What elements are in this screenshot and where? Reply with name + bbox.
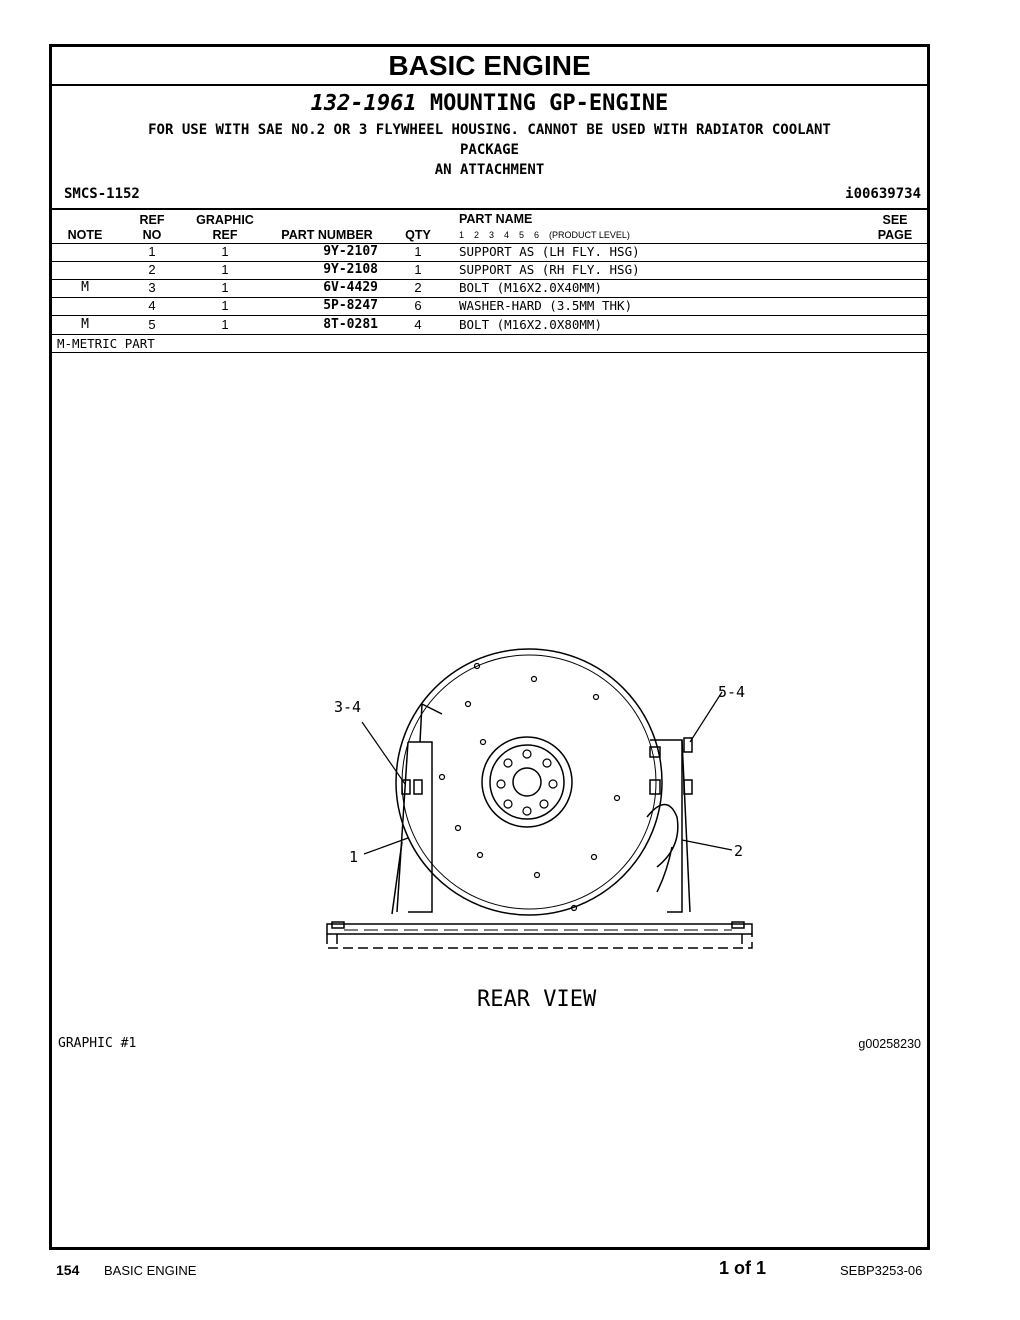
table-row: [52, 279, 927, 297]
page-frame: [49, 44, 930, 1250]
header-ref-top: REF: [139, 213, 165, 227]
cell-note: M: [81, 317, 89, 332]
cell-qty: 4: [414, 317, 422, 332]
cell-part-name: WASHER-HARD (3.5MM THK): [459, 298, 633, 313]
group-description-line-3: AN ATTACHMENT: [434, 162, 545, 178]
cell-graphic-ref: 1: [221, 280, 229, 295]
cell-part-name: SUPPORT AS (LH FLY. HSG): [459, 244, 640, 259]
cell-part-number: 6V-4429: [323, 280, 378, 295]
cell-ref: 4: [148, 298, 156, 313]
graphic-label: GRAPHIC #1: [58, 1036, 137, 1051]
cell-graphic-ref: 1: [221, 298, 229, 313]
cell-part-number: 9Y-2107: [323, 244, 378, 259]
header-part-number: PART NUMBER: [281, 228, 373, 242]
rear-view-drawing: [272, 632, 772, 1022]
drawing-caption: REAR VIEW: [477, 987, 597, 1012]
graphic-id: g00258230: [858, 1037, 921, 1051]
smcs-code: SMCS-1152: [64, 186, 140, 202]
header-part-name: PART NAME: [459, 212, 533, 226]
flywheel-housing: [396, 649, 662, 915]
header-product-levels: 1 2 3 4 5 6 (PRODUCT LEVEL): [459, 230, 630, 240]
cell-ref: 1: [148, 244, 156, 259]
group-name: MOUNTING GP-ENGINE: [429, 91, 669, 116]
cell-part-number: 5P-8247: [323, 298, 378, 313]
footer-section: BASIC ENGINE: [104, 1263, 197, 1278]
cell-part-name: BOLT (M16X2.0X80MM): [459, 317, 602, 332]
section-title: BASIC ENGINE: [52, 47, 927, 86]
header-note: NOTE: [67, 228, 103, 242]
table-row: [52, 316, 927, 334]
table-row: [52, 261, 927, 279]
cell-ref: 5: [148, 317, 156, 332]
cell-graphic-ref: 1: [221, 262, 229, 277]
cell-part-number: 8T-0281: [323, 317, 378, 332]
table-row: [52, 297, 927, 315]
cell-qty: 2: [414, 280, 422, 295]
header-see-top: SEE: [882, 213, 908, 227]
group-title: [52, 91, 927, 116]
row-rule: [52, 334, 927, 335]
callout-2: 2: [734, 842, 744, 860]
cell-part-number: 9Y-2108: [323, 262, 378, 277]
cell-qty: 1: [414, 262, 422, 277]
cell-qty: 1: [414, 244, 422, 259]
cell-ref: 3: [148, 280, 156, 295]
cell-ref: 2: [148, 262, 156, 277]
callout-3-4: 3-4: [334, 698, 362, 716]
header-ref-bottom: NO: [142, 228, 162, 242]
header-qty: QTY: [405, 228, 431, 242]
header-graphic-bottom: REF: [212, 228, 238, 242]
leader-2: [682, 840, 732, 850]
callout-1: 1: [349, 848, 359, 866]
flywheel-housing-inner: [402, 655, 656, 909]
table-top-rule: [52, 208, 927, 210]
cell-note: M: [81, 280, 89, 295]
group-number: 132-1961: [310, 91, 417, 116]
table-bottom-rule: [52, 352, 927, 353]
footer-page-number: 154: [56, 1262, 80, 1278]
group-description-line-1: FOR USE WITH SAE NO.2 OR 3 FLYWHEEL HOUSING. CANNOT BE USED WITH RADIATOR COOLANT: [148, 122, 831, 138]
base-rail: [327, 924, 752, 934]
flywheel-center-bore: [513, 768, 541, 796]
callout-5-4: 5-4: [718, 683, 746, 701]
right-support: [667, 740, 682, 912]
metric-footnote: M-METRIC PART: [57, 336, 155, 351]
cell-part-name: BOLT (M16X2.0X40MM): [459, 280, 602, 295]
left-support: [408, 742, 432, 912]
cell-part-name: SUPPORT AS (RH FLY. HSG): [459, 262, 640, 277]
footer-page-of: 1 of 1: [719, 1258, 767, 1278]
table-row: [52, 243, 927, 261]
cell-graphic-ref: 1: [221, 244, 229, 259]
group-description-line-2: PACKAGE: [459, 142, 519, 158]
cell-graphic-ref: 1: [221, 317, 229, 332]
cell-qty: 6: [414, 298, 422, 313]
footer-doc-number: SEBP3253-06: [840, 1263, 923, 1278]
document-ident: i00639734: [845, 186, 921, 202]
flywheel-hub-inner: [490, 745, 564, 819]
header-see-bottom: PAGE: [877, 228, 913, 242]
right-bolt-lower: [684, 780, 692, 794]
header-graphic-top: GRAPHIC: [196, 213, 254, 227]
